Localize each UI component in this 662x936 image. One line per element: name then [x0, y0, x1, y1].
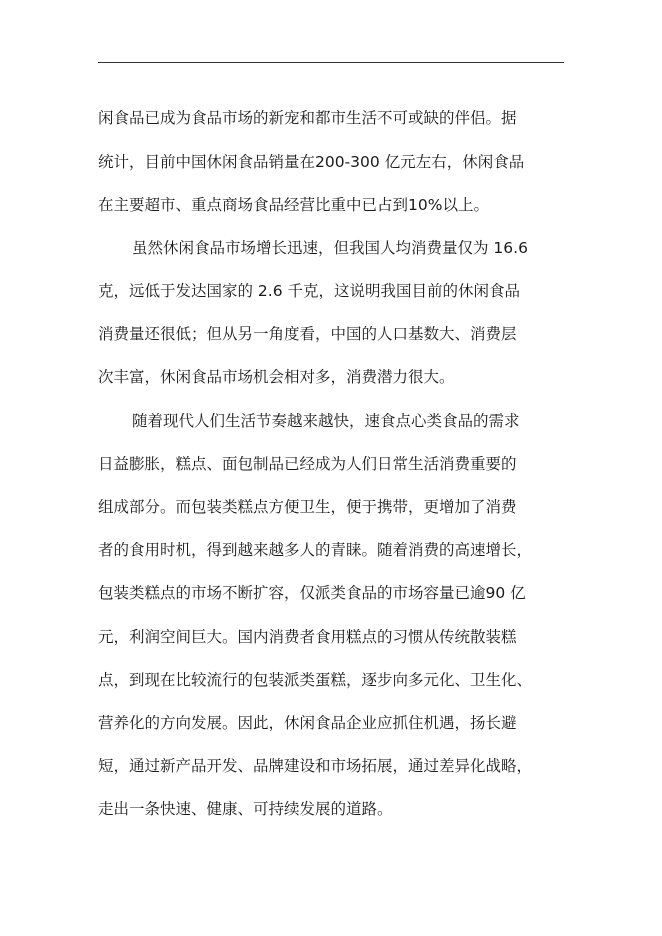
paragraph-3-line-3: 组成部分。而包装类糕点方便卫生，便于携带，更增加了消费	[98, 498, 517, 516]
paragraph-2-line-4: 次丰富，休闲食品市场机会相对多，消费潜力很大。	[98, 368, 455, 386]
header-rule	[98, 62, 564, 63]
paragraph-3-line-8: 营养化的方向发展。因此，休闲食品企业应抓住机遇，扬长避	[98, 714, 517, 732]
paragraph-2-line-3: 消费量还很低；但从另一角度看，中国的人口基数大、消费层	[98, 325, 517, 343]
paragraph-3-line-1: 随着现代人们生活节奏越来越快，速食点心类食品的需求	[132, 412, 520, 430]
paragraph-3-line-2: 日益膨胀，糕点、面包制品已经成为人们日常生活消费重要的	[98, 455, 517, 473]
paragraph-1-line-2: 统计，目前中国休闲食品销量在200-300 亿元左右，休闲食品	[98, 153, 525, 171]
paragraph-2-line-2: 克，远低于发达国家的 2.6 千克，这说明我国目前的休闲食品	[98, 282, 521, 300]
paragraph-3-line-4: 者的食用时机，得到越来越多人的青睐。随着消费的高速增长，	[98, 541, 533, 559]
paragraph-1-line-1: 闲食品已成为食品市场的新宠和都市生活不可或缺的伴侣。据	[98, 109, 517, 127]
paragraph-3-line-7: 点，到现在比较流行的包装派类蛋糕，逐步向多元化、卫生化、	[98, 671, 533, 689]
paragraph-3-line-6: 元，利润空间巨大。国内消费者食用糕点的习惯从传统散装糕	[98, 628, 517, 646]
paragraph-2-line-1: 虽然休闲食品市场增长迅速，但我国人均消费量仅为 16.6	[132, 239, 528, 257]
paragraph-1-line-3: 在主要超市、重点商场食品经营比重中已占到10%以上。	[98, 196, 489, 214]
paragraph-3-line-5: 包装类糕点的市场不断扩容，仅派类食品的市场容量已逾90 亿	[98, 584, 526, 602]
paragraph-3-line-10: 走出一条快速、健康、可持续发展的道路。	[98, 800, 393, 818]
paragraph-3-line-9: 短，通过新产品开发、品牌建设和市场拓展，通过差异化战略，	[98, 757, 533, 775]
